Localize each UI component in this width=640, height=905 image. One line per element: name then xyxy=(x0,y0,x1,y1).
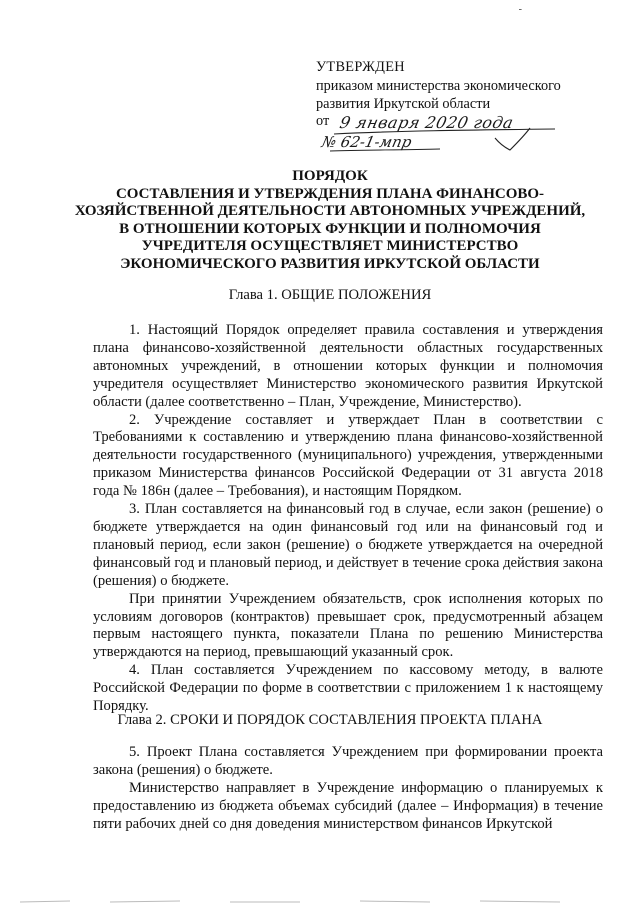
chapter-1-body xyxy=(93,322,603,716)
scan-edge-artifact xyxy=(0,896,640,905)
paragraph: 4. План составляется Учреждением по кассовому методу, в валюте Российской Федерации по форме в соответствии с приложением 1 к настоящему Порядку. xyxy=(93,662,603,715)
handwritten-number: № 62-1-мпр xyxy=(320,133,414,151)
approval-block xyxy=(316,58,616,114)
handwriting-underline xyxy=(330,120,560,160)
approved-by-order: приказом министерства экономического xyxy=(316,77,561,94)
title-line: СОСТАВЛЕНИЯ И УТВЕРЖДЕНИЯ ПЛАНА ФИНАНСОВО- xyxy=(115,185,545,202)
paragraph: 1. Настоящий Порядок определяет правила составления и утверждения плана финансово-хозяйственной деятельности областных государственных автономных учреждений, в отношении которых функции и полномочия учредителя осуществляет Министерство экономического развития Иркутской области (далее соответственно – План, Учреждение, Министерство). xyxy=(93,322,603,410)
paragraph: 2. Учреждение составляет и утверждает План в соответствии с Требованиями к составлению и утверждению плана финансово-хозяйственной деятельности государственного (муниципального) учреждения, утвержденными приказом Министерства финансов Российской Федерации от 31 августа 2018 года № 186н (далее – Требования), и настоящим Порядком. xyxy=(93,411,603,500)
approved-ministry: развития Иркутской области xyxy=(316,96,491,112)
title-line: ЭКОНОМИЧЕСКОГО РАЗВИТИЯ ИРКУТСКОЙ ОБЛАСТИ xyxy=(120,255,540,272)
document-title xyxy=(60,168,600,274)
paragraph: При принятии Учреждением обязательств, срок исполнения которых по условиям договоров (контрактов) превышает срок, предусмотренный абзацем первым настоящего пункта, показатели Плана по решению Министерства утверждаются на период, превышающий указанный срок. xyxy=(93,590,603,661)
title-line: УЧРЕДИТЕЛЯ ОСУЩЕСТВЛЯЕТ МИНИСТЕРСТВО xyxy=(141,238,519,255)
paragraph: 3. План составляется на финансовый год в случае, если закон (решение) о бюджете утверждается на один финансовый год или на финансовый год и плановый период, если закон (решение) о бюджете утверждается на очередной финансовый год и плановый период, и действует в течение срока действия закона (решения) о бюджете. xyxy=(93,501,603,589)
chapter-2-heading: Глава 2. СРОКИ И ПОРЯДОК СОСТАВЛЕНИЯ ПРОЕКТА ПЛАНА xyxy=(117,712,543,728)
chapter-2-body xyxy=(93,744,603,834)
chapter-1-heading: Глава 1. ОБЩИЕ ПОЛОЖЕНИЯ xyxy=(228,287,432,303)
paragraph: Министерство направляет в Учреждение информацию о планируемых к предоставлению из бюджета объемах субсидий (далее – Информация) в течение пяти рабочих дней со дня доведения министерством финансов Иркутской xyxy=(93,779,603,832)
paragraph: 5. Проект Плана составляется Учреждением при формировании проекта закона (решения) о бюджете. xyxy=(93,744,603,778)
scan-mark: - xyxy=(518,4,522,15)
title-line: В ОТНОШЕНИИ КОТОРЫХ ФУНКЦИИ И ПОЛНОМОЧИЯ xyxy=(119,220,541,237)
title-line: ПОРЯДОК xyxy=(292,168,368,184)
date-prefix: от xyxy=(316,113,330,129)
approved-label: УТВЕРЖДЕН xyxy=(316,59,405,75)
handwritten-date: 9 января 2020 года xyxy=(337,113,516,132)
title-line: ХОЗЯЙСТВЕННОЙ ДЕЯТЕЛЬНОСТИ АВТОНОМНЫХ УЧРЕЖДЕНИЙ, xyxy=(74,203,586,220)
